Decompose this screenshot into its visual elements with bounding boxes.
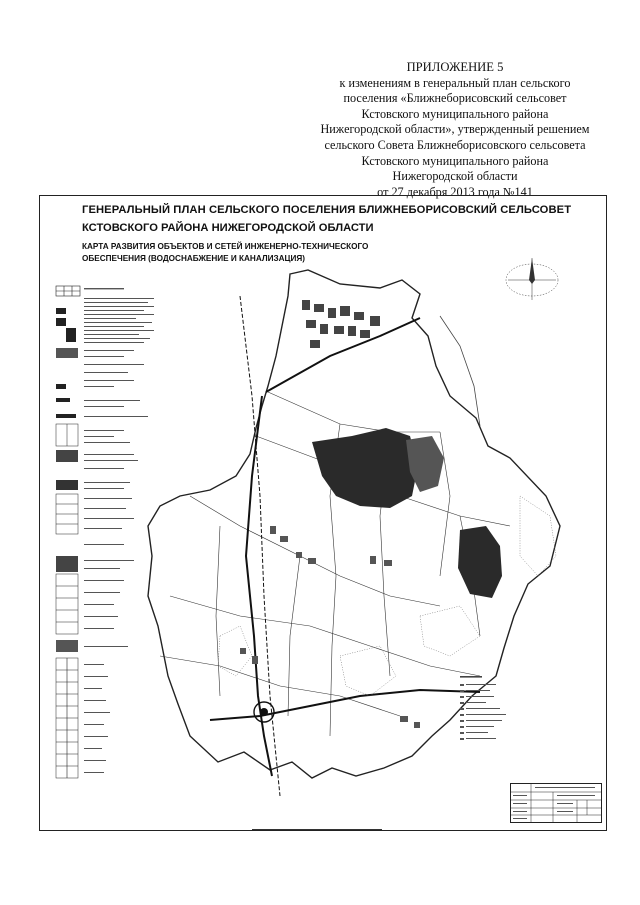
annex-line: Кстовского муниципального района [361,153,549,168]
forest-area [458,526,502,598]
annex-line: к изменениям в генеральный план сельского [339,75,571,90]
footer-rule [252,829,382,830]
map-conventional-signs [460,676,560,754]
map-sheet [39,195,607,831]
sheet-title-line-1: ГЕНЕРАЛЬНЫЙ ПЛАН СЕЛЬСКОГО ПОСЕЛЕНИЯ БЛИЖНЕБОРИСОВСКИЙ СЕЛЬСОВЕТ [82,204,572,216]
sheet-subtitle-line-2: ОБЕСПЕЧЕНИЯ (ВОДОСНАБЖЕНИЕ И КАНАЛИЗАЦИЯ) [82,254,305,263]
annex-line: сельского Совета Ближнеборисовского сельсовета [324,137,586,152]
forest-area [312,428,418,508]
annex-line: Нижегородской области», утвержденный решением [320,122,590,137]
annex-date-line: от 27 декабря 2013 года №141 [377,184,533,199]
sheet-title-line-2: КСТОВСКОГО РАЙОНА НИЖЕГОРОДСКОЙ ОБЛАСТИ [82,222,374,234]
sheet-subtitle-line-1: КАРТА РАЗВИТИЯ ОБЪЕКТОВ И СЕТЕЙ ИНЖЕНЕРНО-ТЕХНИЧЕСКОГО [82,242,369,251]
annex-line: поселения «Ближнеборисовский сельсовет [343,91,567,106]
annex-heading: ПРИЛОЖЕНИЕ 5 [406,60,504,74]
drawing-title-block [510,783,602,823]
annex-line: Нижегородской области [392,169,518,184]
annex-line: Кстовского муниципального района [361,106,549,121]
annex-block [290,60,620,200]
